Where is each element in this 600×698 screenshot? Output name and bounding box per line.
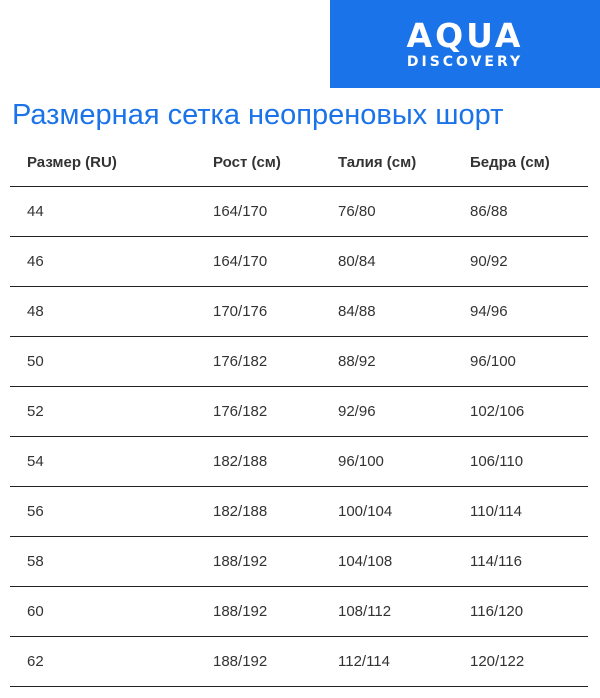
cell-size: 48 xyxy=(10,287,196,337)
cell-hips: 90/92 xyxy=(453,237,588,287)
cell-waist: 100/104 xyxy=(321,487,453,537)
table-row xyxy=(10,537,588,587)
cell-waist: 112/114 xyxy=(321,637,453,687)
table-header-row xyxy=(10,138,588,187)
cell-waist: 76/80 xyxy=(321,187,453,237)
cell-waist: 108/112 xyxy=(321,587,453,637)
cell-height: 176/182 xyxy=(196,387,321,437)
cell-hips: 94/96 xyxy=(453,287,588,337)
cell-size: 44 xyxy=(10,187,196,237)
cell-size: 60 xyxy=(10,587,196,637)
cell-height: 188/192 xyxy=(196,637,321,687)
cell-size: 54 xyxy=(10,437,196,487)
cell-waist: 88/92 xyxy=(321,337,453,387)
cell-waist: 80/84 xyxy=(321,237,453,287)
cell-hips: 116/120 xyxy=(453,587,588,637)
logo-sub-text: DISCOVERY xyxy=(406,54,524,70)
cell-hips: 86/88 xyxy=(453,187,588,237)
size-chart-table xyxy=(10,138,588,687)
cell-height: 164/170 xyxy=(196,237,321,287)
cell-hips: 110/114 xyxy=(453,487,588,537)
cell-size: 46 xyxy=(10,237,196,287)
cell-size: 58 xyxy=(10,537,196,587)
table-row xyxy=(10,587,588,637)
cell-height: 188/192 xyxy=(196,537,321,587)
table-row xyxy=(10,487,588,537)
table-row xyxy=(10,637,588,687)
cell-height: 182/188 xyxy=(196,437,321,487)
cell-hips: 96/100 xyxy=(453,337,588,387)
table-row xyxy=(10,287,588,337)
cell-size: 50 xyxy=(10,337,196,387)
header-size: Размер (RU) xyxy=(10,138,196,187)
header-height: Рост (см) xyxy=(196,138,321,187)
table-row xyxy=(10,437,588,487)
cell-hips: 102/106 xyxy=(453,387,588,437)
brand-logo xyxy=(330,0,600,88)
logo-main-text: AQUA xyxy=(406,16,524,55)
cell-waist: 84/88 xyxy=(321,287,453,337)
cell-height: 176/182 xyxy=(196,337,321,387)
cell-waist: 104/108 xyxy=(321,537,453,587)
cell-height: 164/170 xyxy=(196,187,321,237)
cell-size: 52 xyxy=(10,387,196,437)
cell-hips: 120/122 xyxy=(453,637,588,687)
cell-hips: 106/110 xyxy=(453,437,588,487)
cell-height: 188/192 xyxy=(196,587,321,637)
page-title: Размерная сетка неопреновых шорт xyxy=(12,99,504,131)
table-row xyxy=(10,187,588,237)
cell-hips: 114/116 xyxy=(453,537,588,587)
table-row xyxy=(10,237,588,287)
cell-size: 62 xyxy=(10,637,196,687)
table-row xyxy=(10,387,588,437)
cell-height: 182/188 xyxy=(196,487,321,537)
header-waist: Талия (см) xyxy=(321,138,453,187)
header-hips: Бедра (см) xyxy=(453,138,588,187)
cell-size: 56 xyxy=(10,487,196,537)
cell-waist: 96/100 xyxy=(321,437,453,487)
cell-waist: 92/96 xyxy=(321,387,453,437)
cell-height: 170/176 xyxy=(196,287,321,337)
table-row xyxy=(10,337,588,387)
